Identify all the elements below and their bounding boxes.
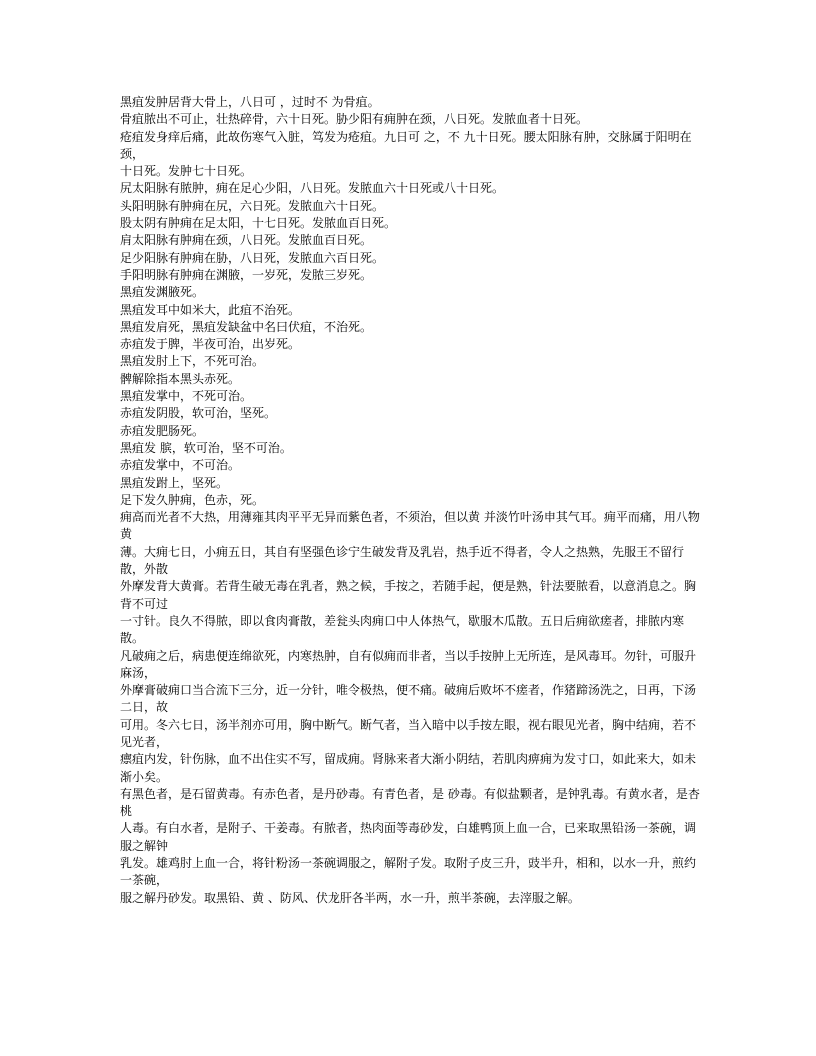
- text-line-11: 黑疽发渊腋死。: [120, 285, 205, 300]
- text-line-16: 髀解除指本黑头赤死。: [120, 371, 241, 386]
- text-line-15: 黑疽发肘上下，不死可治。: [120, 354, 265, 369]
- text-line-4: 十日死。发肿七十日死。: [120, 164, 253, 179]
- text-line-18: 赤疽发阴股，软可治，坚死。: [120, 406, 277, 421]
- text-line-5: 尻太阳脉有脓肿，痈在足心少阳，八日死。发脓血六十日死或八十日死。: [120, 181, 505, 196]
- text-line-8: 肩太阳脉有肿痈在颈，八日死。发脓血百日死。: [120, 233, 373, 248]
- text-line-3: 疮疽发身痒后痛，此故伤寒气入脏，笃发为疮疽。九日可 之，不 九十日死。腰太阳脉有肿，交脉属于阳明在颈，: [120, 129, 692, 161]
- text-line-14: 赤疽发于脾，半夜可治，出岁死。: [120, 337, 301, 352]
- document-page: [120, 94, 700, 907]
- text-line-22: 黑疽发跗上，坚死。: [120, 475, 229, 490]
- text-line-30: 可用。冬六七日，汤半剂亦可用，胸中断气。断气者，当入暗中以手按左眼，视右眼见光者，胸中结痈，若不见光者，: [120, 717, 697, 749]
- text-line-32: 有黑色者，是石留黄毒。有赤色者，是丹砂毒。有青色者，是 砂毒。有似盐颗者，是钟乳毒。有黄水者，是杏桃: [120, 786, 700, 819]
- text-line-31: 瘭疽内发，针伤脉，血不出住实不写，留成痈。肾脉来者大渐小阴结，若肌肉痹痈为发寸口，如此来大，如未渐小矣。: [120, 752, 697, 784]
- text-line-12: 黑疽发耳中如米大，此疽不治死。: [120, 302, 301, 317]
- text-line-29: 外摩膏破痈口当合流下三分，近一分针，唯令极热，便不痛。破痈后败坏不瘥者，作猪蹄汤洗之，日再，下汤二日，故: [120, 683, 697, 715]
- text-line-33: 人毒。有白水者，是附子、干姜毒。有脓者，热肉面等毒砂发，白雄鸭顶上血一合，已来取黑铅汤一茶碗，调服之解钟: [120, 821, 697, 853]
- text-line-28: 凡破痈之后，病患便连绵欲死，内寒热肿，自有似痈而非者，当以手按肿上无所连，是风毒耳。勿针，可服升麻汤，: [120, 648, 697, 680]
- text-line-34: 乳发。雄鸡肘上血一合，将针粉汤一茶碗调服之，解附子发。取附子皮三升，豉半升，相和，以水一升，煎约一茶碗，: [120, 856, 697, 888]
- text-line-2: 骨疽脓出不可止，壮热碎骨，六十日死。胁少阳有痈肿在颈，八日死。发脓血者十日死。: [120, 112, 589, 127]
- text-line-19: 赤疽发肥肠死。: [120, 423, 205, 438]
- text-line-24: 痈高而光者不大热，用薄雍其肉平平无异而紫色者，不须治，但以黄 并淡竹叶汤申其气耳。痈平而痛，用八物黄: [120, 510, 700, 542]
- text-line-25: 薄。大痈七日，小痈五日，其自有坚强色诊宁生破发背及乳岩，热手近不得者，令人之热熟，先服王不留行散，外散: [120, 544, 685, 577]
- text-line-35: 服之解丹砂发。取黑铅、黄 、防风、伏龙肝各半两，水一升，煎半茶碗，去滓服之解。: [120, 890, 580, 905]
- text-line-23: 足下发久肿痈，色赤，死。: [120, 492, 265, 507]
- text-line-26: 外摩发背大黄膏。若背生破无毒在乳者，熟之候，手按之，若随手起，便是熟，针法要脓看，以意消息之。胸背不可过: [120, 579, 697, 611]
- text-line-13: 黑疽发肩死，黑疽发缺盆中名曰伏疽，不治死。: [120, 319, 373, 334]
- text-line-21: 赤疽发掌中，不可治。: [120, 458, 241, 473]
- text-line-9: 足少阳脉有肿痈在胁，八日死，发脓血六百日死。: [120, 250, 385, 265]
- text-line-10: 手阳明脉有肿痈在渊腋，一岁死，发脓三岁死。: [120, 267, 373, 282]
- text-line-20: 黑疽发 膑，软可治，坚不可治。: [120, 440, 292, 455]
- text-line-7: 股太阴有肿痈在足太阳，十七日死。发脓血百日死。: [120, 216, 397, 231]
- text-line-17: 黑疽发掌中，不死可治。: [120, 389, 253, 404]
- text-line-27: 一寸针。良久不得脓，即以食肉膏散，差瓮头肉痈口中人体热气，歇服木瓜散。五日后痈欲瘥者，排脓内寒散。: [120, 613, 685, 646]
- text-line-6: 头阳明脉有肿痈在尻，六日死。发脓血六十日死。: [120, 198, 385, 213]
- text-line-1: 黑疽发肿居背大骨上，八日可 ，过时不 为骨疽。: [120, 95, 380, 109]
